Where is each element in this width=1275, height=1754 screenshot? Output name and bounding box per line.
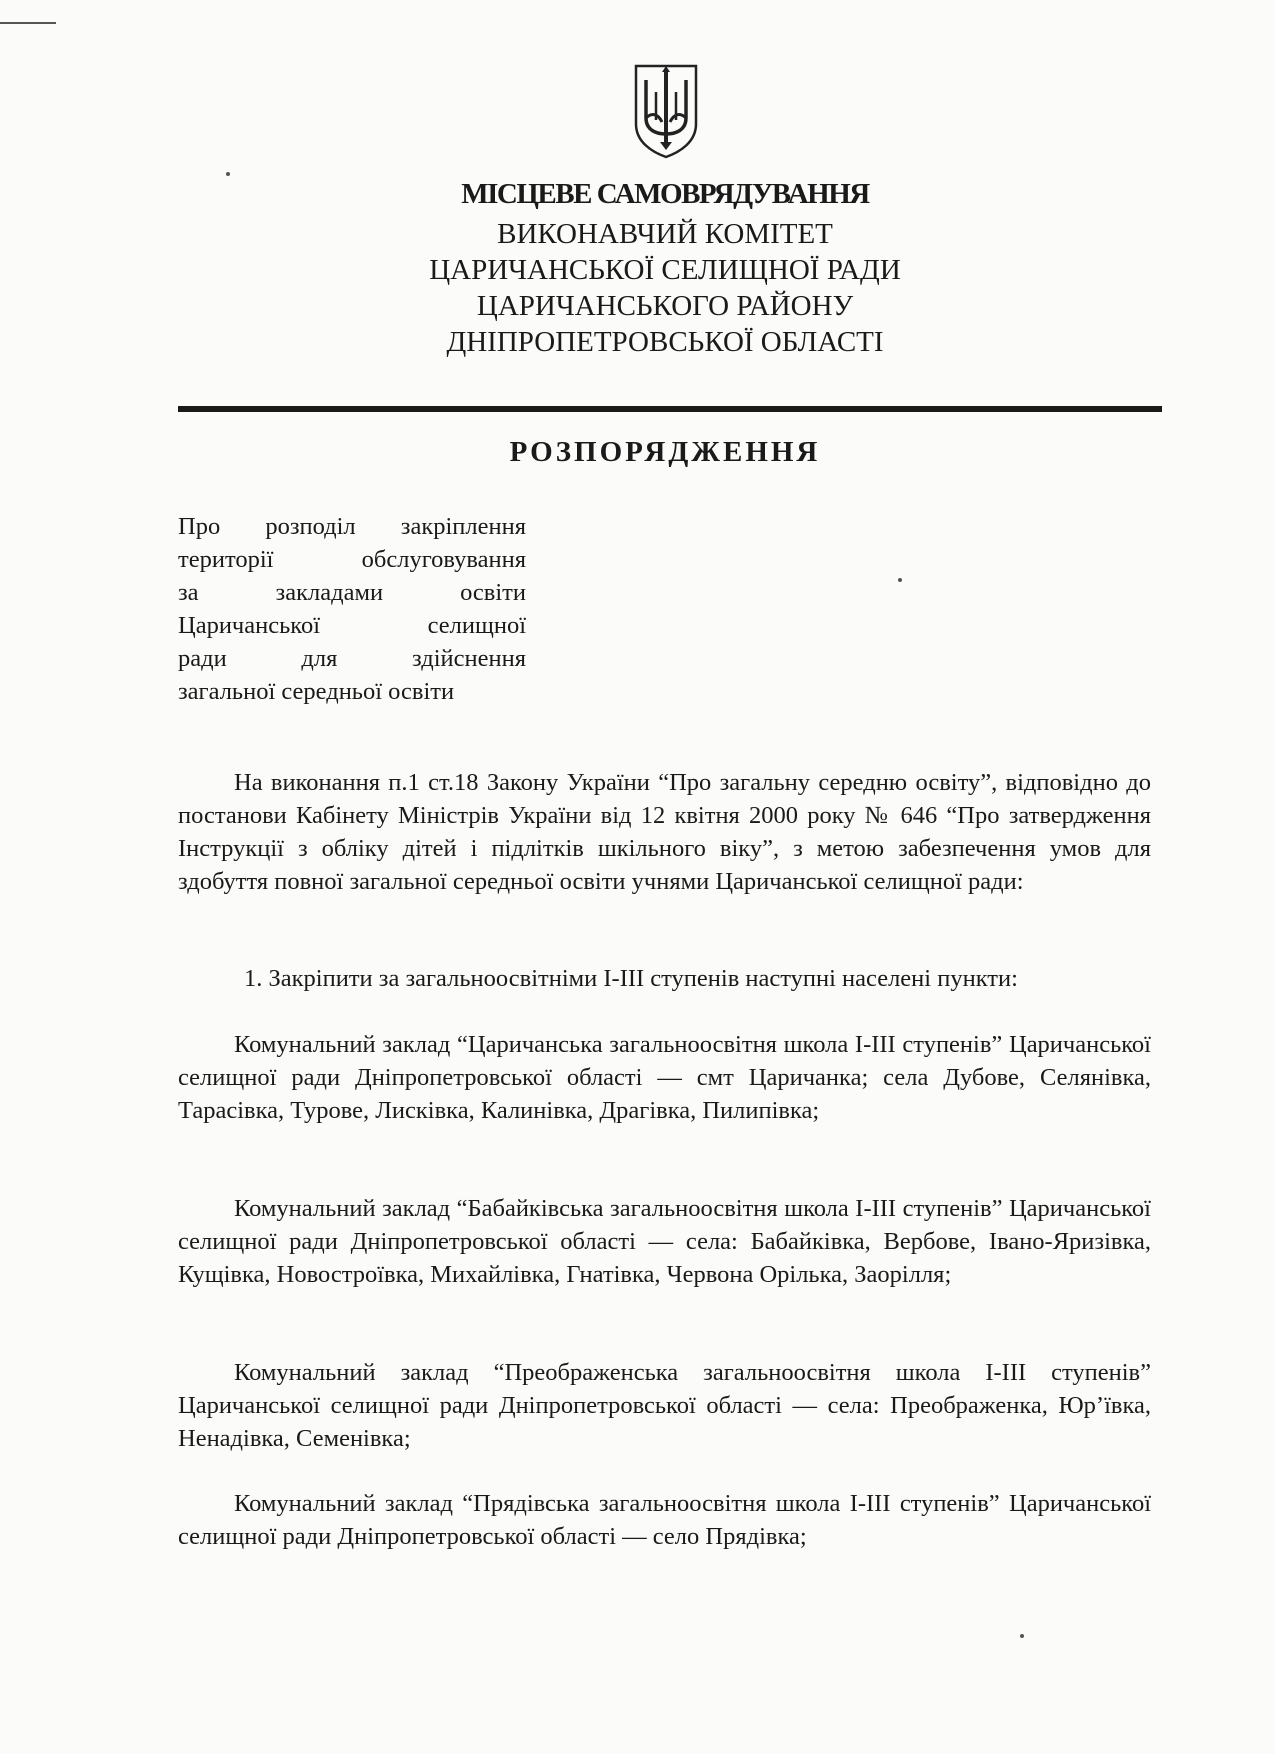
subject-line: території обслуговування	[178, 546, 526, 573]
subject-block	[178, 510, 526, 708]
item-1-paragraph: 1. Закріпити за загальноосвітніми I-III ступенів наступні населені пункти:	[244, 965, 1018, 992]
document-type-title: РОЗПОРЯДЖЕННЯ	[509, 436, 821, 468]
scan-speck	[898, 578, 902, 582]
school-3-paragraph: Комунальний заклад “Преображенська загальноосвітня школа I-III ступенів” Царичанської селищної ради Дніпропетровської області — села: Преображенка, Юр’ївка, Ненадівка, Семенівка;	[178, 1359, 1151, 1452]
header-region: ДНІПРОПЕТРОВСЬКОЇ ОБЛАСТІ	[446, 326, 884, 358]
school-4-paragraph: Комунальний заклад “Прядівська загальноосвітня школа I-III ступенів” Царичанської селищної ради Дніпропетровської області — село Прядівка;	[178, 1490, 1151, 1550]
school-2-paragraph: Комунальний заклад “Бабайківська загальноосвітня школа I-III ступенів” Царичанської селищної ради Дніпропетровської області — села: Бабайківка, Вербове, Івано-Яризівка, Кущівка, Новостроївка, Михайлівка, Гнатівка, Червона Орілька, Заорілля;	[178, 1195, 1151, 1288]
scan-edge-mark	[0, 22, 56, 24]
school-1-paragraph: Комунальний заклад “Царичанська загальноосвітня школа I-III ступенів” Царичанської селищної ради Дніпропетровської області — смт Царичанка; села Дубове, Селянівка, Тарасівка, Турове, Лисківка, Калинівка, Драгівка, Пилипівка;	[178, 1031, 1151, 1124]
subject-line: ради для здійснення	[178, 645, 526, 672]
intro-paragraph: На виконання п.1 ст.18 Закону України “Про загальну середню освіту”, відповідно до постанови Кабінету Міністрів України від 12 квітня 2000 року № 646 “Про затвердження Інструкції з обліку дітей і підлітків шкільного віку”, з метою забезпечення умов для здобуття повної загальної середньої освіти учнями Царичанської селищної ради:	[178, 769, 1151, 895]
header-district: ЦАРИЧАНСЬКОГО РАЙОНУ	[476, 290, 854, 322]
scan-speck	[1020, 1634, 1024, 1638]
subject-line: Царичанської селищної	[178, 612, 526, 639]
header-executive-committee: ВИКОНАВЧИЙ КОМІТЕТ	[497, 218, 833, 250]
trident-coat-of-arms-icon	[632, 62, 700, 160]
header-divider	[178, 406, 1162, 412]
subject-line: за закладами освіти	[178, 579, 526, 606]
scan-speck	[226, 172, 230, 176]
header-council: ЦАРИЧАНСЬКОЇ СЕЛИЩНОЇ РАДИ	[429, 254, 901, 286]
header-local-government: МІСЦЕВЕ САМОВРЯДУВАННЯ	[461, 178, 869, 210]
subject-line: загальної середньої освіти	[178, 678, 455, 705]
subject-line: Про розподіл закріплення	[178, 513, 526, 540]
